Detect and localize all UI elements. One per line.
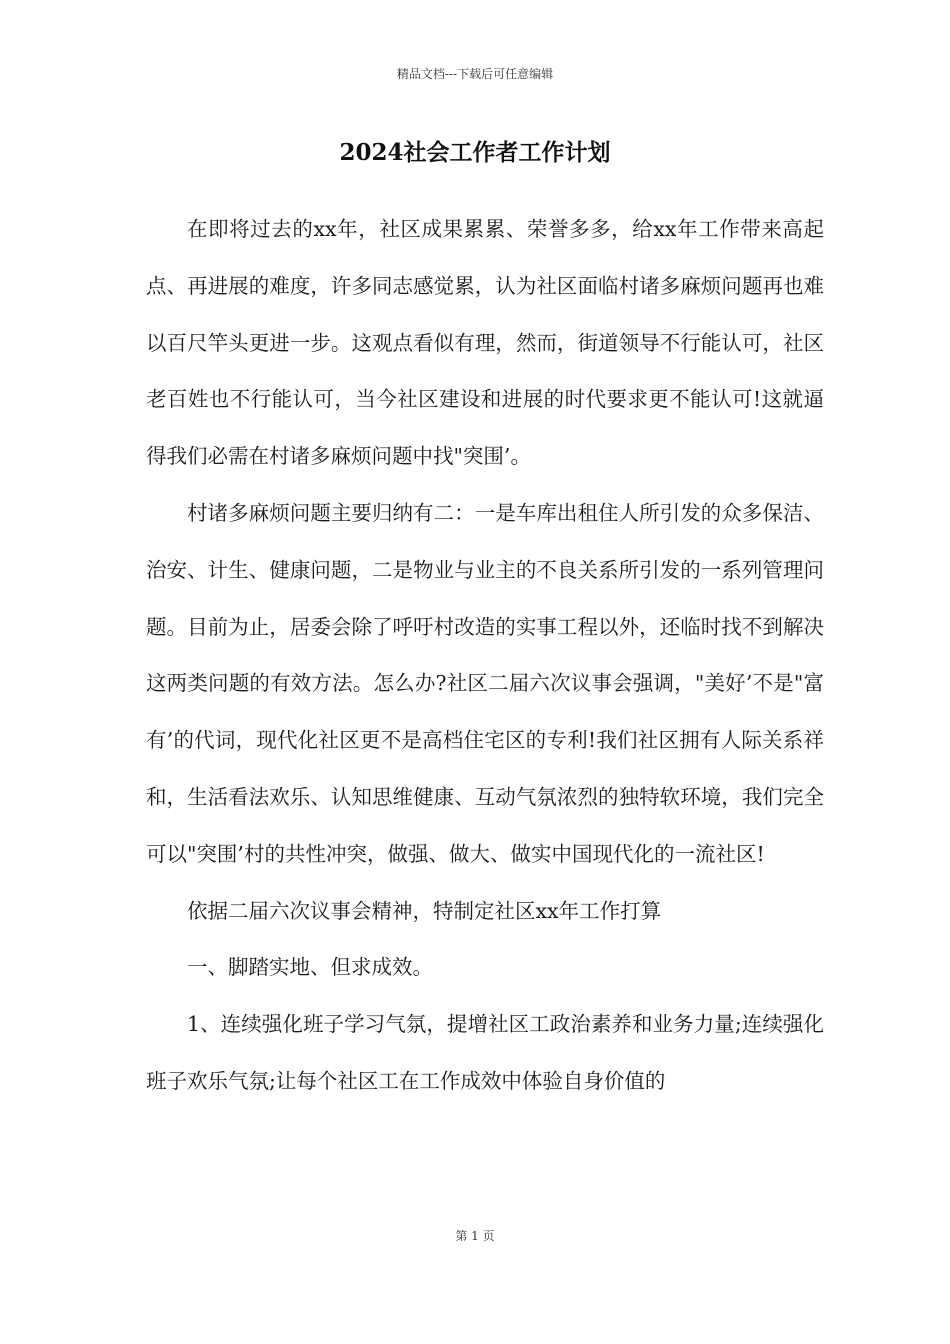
document-body <box>146 201 824 1110</box>
document-title: 2024社会工作者工作计划 <box>339 139 611 166</box>
paragraph-3: 依据二届六次议事会精神，特制定社区xx年工作打算 <box>187 898 662 923</box>
paragraph-5: 1、连续强化班子学习气氛，提增社区工政治素养和业务力量;连续强化班子欢乐气氛;让每个社区工在工作成效中体验自身价值的 <box>146 1012 824 1093</box>
paragraph-1: 在即将过去的xx年，社区成果累累、荣誉多多，给xx年工作带来高起点、再进展的难度，许多同志感觉累，认为社区面临村诸多麻烦问题再也难以百尺竿头更进一步。这观点看似有理，然而，街道领导不行能认可，社区老百姓也不行能认可，当今社区建设和进展的时代要求更不能认可!这就逼得我们必需在村诸多麻烦问题中找"突围’。 <box>146 217 824 469</box>
paragraph-4: 一、脚踏实地、但求成效。 <box>187 955 433 980</box>
page-footer: 第 1 页 <box>455 1229 495 1243</box>
paragraph-2: 村诸多麻烦问题主要归纳有二：一是车库出租住人所引发的众多保洁、治安、计生、健康问题，二是物业与业主的不良关系所引发的一系列管理问题。目前为止，居委会除了呼吁村改造的实事工程以外，还临时找不到解决这两类问题的有效方法。怎么办?社区二届六次议事会强调，"美好’不是"富有’的代词，现代化社区更不是高档住宅区的专利!我们社区拥有人际关系祥和，生活看法欢乐、认知思维健康、互动气氛浓烈的独特软环境，我们完全可以"突围’村的共性冲突，做强、做大、做实中国现代化的一流社区! <box>146 500 824 866</box>
page-header: 精品文档---下载后可任意编辑 <box>396 67 554 81</box>
